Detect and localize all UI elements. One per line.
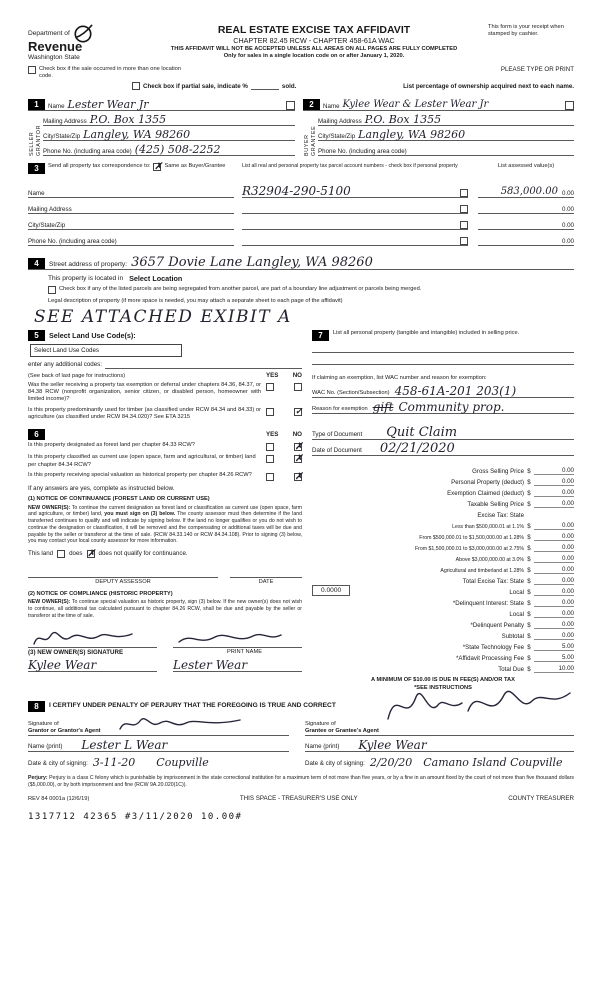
seller-phone-label: Phone No. (including area code) <box>43 147 132 155</box>
total-excise-state-label: Total Excise Tax: State <box>462 577 524 585</box>
buyer-mailing-value[interactable]: P.O. Box 1355 <box>364 113 442 127</box>
additional-codes-field[interactable] <box>105 362 302 369</box>
seller-section <box>28 95 301 156</box>
seller-role-line2: GRANTOR <box>36 125 42 157</box>
assessed-value-1: 0.00 <box>561 189 574 197</box>
section-4 <box>28 253 574 325</box>
see-instructions-note: *SEE INSTRUCTIONS <box>414 684 472 691</box>
buyer-city-value[interactable]: Langley, WA 98260 <box>358 128 466 142</box>
multi-location-label: Check box if the sale occurred in more than one location code. <box>39 66 181 80</box>
partial-sale-percent-field[interactable] <box>251 83 279 90</box>
type-of-document-value[interactable]: Quit Claim <box>386 424 458 440</box>
same-as-buyer-label: Same as Buyer/Grantee <box>164 163 226 170</box>
grantor-print-name-label: Name (print) <box>28 743 63 751</box>
personal-property-line-2[interactable] <box>312 353 574 365</box>
certify-statement: I CERTIFY UNDER PENALTY OF PERJURY THAT THE FOREGOING IS TRUE AND CORRECT <box>49 702 336 710</box>
does-label: does <box>69 550 83 558</box>
section6-q3-no-checkbox[interactable]: ✗ <box>295 471 303 482</box>
buyer-role-line2: GRANTEE <box>311 126 317 157</box>
section6-q1-yes-checkbox[interactable] <box>266 443 274 451</box>
land-does-qualify-checkbox[interactable] <box>57 550 65 558</box>
tier1-label: Less than $500,000.01 at 1.1% <box>452 523 524 530</box>
street-address-label: Street address of property: <box>49 261 128 269</box>
land-use-title: Select Land Use Code(s): <box>49 330 136 340</box>
wac-number-value[interactable]: 458-61A-201 203(1) <box>394 383 517 398</box>
parties-row <box>28 95 574 156</box>
seller-mailing-label: Mailing Address <box>43 117 87 125</box>
agency-block <box>28 24 144 62</box>
grantee-date-value[interactable]: 2/20/20 <box>369 755 413 769</box>
assessed-value-2: 0.00 <box>561 205 574 213</box>
county-treasurer-label: COUNTY TREASURER <box>508 795 574 803</box>
notice-continuance-title: (1) NOTICE OF CONTINUANCE (FOREST LAND OR CURRENT USE) <box>28 496 210 503</box>
grantor-date-city-label: Date & city of signing: <box>28 760 88 768</box>
state-technology-fee-label: *State Technology Fee <box>462 643 524 651</box>
buyer-ownership-pct-box[interactable] <box>565 101 574 110</box>
subtotal-value: 0.00 <box>534 632 574 640</box>
state-technology-fee-value: 5.00 <box>534 643 574 651</box>
section-8 <box>28 701 574 768</box>
personal-property-deduct-value: 0.00 <box>534 478 574 486</box>
section-7 <box>312 330 574 414</box>
footer-row <box>28 795 574 803</box>
parcel-column <box>242 163 468 246</box>
correspondence-city-label: City/State/Zip <box>28 221 66 229</box>
grantee-date-city-label: Date & city of signing: <box>305 760 365 768</box>
washington-state-label: Washington State <box>28 54 80 61</box>
grantor-signature[interactable] <box>116 715 246 735</box>
assessed-value-column <box>478 163 574 246</box>
buyer-role-label <box>303 111 318 156</box>
partial-sale-checkbox[interactable] <box>132 82 140 90</box>
seller-mailing-value[interactable]: P.O. Box 1355 <box>89 113 167 127</box>
parcel-number-value-1[interactable]: R32904-290-5100 <box>242 184 351 199</box>
delinquent-interest-local-value: 0.00 <box>534 610 574 618</box>
gross-selling-price-label: Gross Selling Price <box>472 467 524 475</box>
ownership-percentage-note: List percentage of ownership acquired next to each name. <box>403 82 574 90</box>
section5-q1-yes-checkbox[interactable] <box>266 383 274 391</box>
total-due-label: Total Due <box>498 665 524 673</box>
left-column <box>28 330 302 673</box>
assessed-values-header: List assessed value(s) <box>497 163 555 170</box>
section5-q2-yes-checkbox[interactable] <box>266 408 274 416</box>
right-column <box>312 330 574 692</box>
perjury-notice <box>28 775 574 789</box>
please-type-or-print-label: PLEASE TYPE OR PRINT <box>500 66 574 74</box>
delinquent-penalty-value: 0.00 <box>534 621 574 629</box>
section6-q2-yes-checkbox[interactable] <box>266 455 274 463</box>
section5-q2-no-checkbox[interactable]: ✓ <box>295 407 303 418</box>
section-3 <box>28 163 574 246</box>
assessed-value-hw-1[interactable]: 583,000.00 <box>500 186 558 198</box>
section6-yes-header: YES <box>266 431 279 439</box>
personal-property-title: List all personal property (tangible and intangible) included in selling price. <box>333 329 520 336</box>
grantor-signature-label-1: Signature of <box>28 721 59 728</box>
date-of-document-value[interactable]: 02/21/2020 <box>379 440 455 456</box>
legal-description-value[interactable]: SEE ATTACHED EXIBIT A <box>34 306 292 327</box>
section-4-number: 4 <box>28 258 45 269</box>
seller-role-line1: SELLER <box>29 132 35 157</box>
buyer-section <box>301 95 574 156</box>
assessed-value-3: 0.00 <box>561 221 574 229</box>
deputy-assessor-date-field[interactable] <box>230 572 302 578</box>
affidavit-processing-fee-label: *Affidavit Processing Fee <box>456 654 524 662</box>
see-back-label: (See back of last page for instructions) <box>28 372 126 379</box>
taxable-selling-price-value: 0.00 <box>534 500 574 508</box>
exemption-intro: If claiming an exemption, list WAC number and reason for exemption: <box>312 374 487 381</box>
local-tax-value: 0.00 <box>534 588 574 596</box>
segregated-parcels-checkbox[interactable] <box>48 286 56 294</box>
subtotal-label: Subtotal <box>501 632 524 640</box>
exemption-reason-label: Reason for exemption <box>312 405 368 412</box>
form-only-line: Only for sales in a single location code on or after January 1, 2020. <box>223 53 405 60</box>
send-correspondence-label: Send all property tax correspondence to: <box>48 163 151 170</box>
grantee-city-value[interactable]: Camano Island Coupville <box>423 755 563 769</box>
street-address-value[interactable]: 3657 Dovie Lane Langley, WA 98260 <box>131 255 373 271</box>
form-title: REAL ESTATE EXCISE TAX AFFIDAVIT <box>217 24 411 36</box>
section6-q1-label: Is this property designated as forest land per chapter 84.33 RCW? <box>28 442 195 449</box>
print-name-right-value[interactable]: Lester Wear <box>173 658 248 673</box>
correspondence-mailing-label: Mailing Address <box>28 205 72 213</box>
additional-codes-label: enter any additional codes: <box>28 361 102 369</box>
section-6 <box>28 429 302 672</box>
notice-compliance-title: (2) NOTICE OF COMPLIANCE (HISTORIC PROPERTY) <box>28 591 173 598</box>
affidavit-processing-fee-value: 5.00 <box>534 654 574 662</box>
correspondence-column <box>28 163 234 246</box>
seller-ownership-pct-box[interactable] <box>286 101 295 110</box>
subheader-row-2 <box>28 82 574 90</box>
this-land-label: This land <box>28 550 54 558</box>
buyer-role-line1: BUYER <box>304 134 310 157</box>
personal-property-checkbox-3[interactable] <box>460 221 468 229</box>
section6-q1-no-checkbox[interactable]: ✗ <box>295 442 303 453</box>
personal-property-deduct-label: Personal Property (deduct) <box>451 478 524 486</box>
form-chapter: CHAPTER 82.45 RCW - CHAPTER 458-61A WAC <box>233 36 395 45</box>
seller-city-value[interactable]: Langley, WA 98260 <box>83 128 191 142</box>
print-name-label: PRINT NAME <box>227 648 262 655</box>
department-of-label: Department of <box>28 29 70 37</box>
section-6-number: 6 <box>28 429 45 440</box>
receipt-note: This form is your receipt when stamped by cashier. <box>488 24 564 38</box>
section5-no-header: NO <box>292 372 302 380</box>
if-yes-instruction: If any answers are yes, complete as instructed below. <box>28 484 175 492</box>
does-not-qualify-label: does not qualify for continuance. <box>98 550 188 558</box>
personal-property-checkbox-1[interactable] <box>460 189 468 197</box>
grantor-city-value[interactable]: Coupville <box>156 755 209 769</box>
seller-city-label: City/State/Zip <box>43 132 81 140</box>
legal-description-label: Legal description of property (if more space is needed, you may attach a separate sheet to each page of the affidavit) <box>48 298 343 305</box>
section-5 <box>28 330 302 422</box>
same-as-buyer-checkbox[interactable]: ✗ <box>154 162 162 173</box>
agricultural-timberland-value: 0.00 <box>534 566 574 574</box>
deputy-assessor-signature-field[interactable] <box>28 572 218 578</box>
seller-name-label: Name <box>48 102 65 110</box>
excise-tax-state-header: Excise Tax: State <box>477 511 524 519</box>
parcel-numbers-header: List all real and personal property tax parcel account numbers - check box if personal property <box>242 163 458 170</box>
grantor-date-value[interactable]: 3-11-20 <box>92 755 136 769</box>
section5-yes-header: YES <box>266 372 279 380</box>
tier2-value: 0.00 <box>534 533 574 541</box>
personal-property-checkbox-4[interactable] <box>460 237 468 245</box>
revenue-label: Revenue <box>28 39 83 54</box>
print-name-left-value[interactable]: Kylee Wear <box>28 658 97 673</box>
section6-q3-yes-checkbox[interactable] <box>266 473 274 481</box>
deputy-assessor-label: DEPUTY ASSESSOR <box>95 579 151 586</box>
taxable-selling-price-label: Taxable Selling Price <box>467 500 524 508</box>
deputy-date-label: DATE <box>258 579 274 586</box>
tier4-label: Above $3,000,000.00 at 3.0% <box>455 556 524 563</box>
personal-property-line-1[interactable] <box>312 341 574 353</box>
grantor-signing-block <box>28 717 301 768</box>
grantee-print-name-label: Name (print) <box>305 743 340 751</box>
local-rate-box: 0.0000 <box>312 585 350 596</box>
local-tax-label: Local <box>509 588 524 596</box>
buyer-mailing-label: Mailing Address <box>318 117 362 125</box>
form-header <box>28 24 574 62</box>
seller-role-label <box>28 111 43 156</box>
exemption-reason-struck-value[interactable]: gift <box>372 399 394 414</box>
total-excise-state-value: 0.00 <box>534 577 574 585</box>
section5-q1-no-checkbox[interactable] <box>294 383 302 391</box>
notice-continuance-body: NEW OWNER(S): To continue the current designation as forest land or classification as current use (open space, farm and agriculture, or timber) land, you must sign on (3) below. The county assessor must then determine if the land transferred continues to qualify and will indicate by signing below. If the land no longer qualifies or you do not wish to continue the designation or classification, it will be removed and the compensating or additional taxes will be due and payable by the seller or transferor at the time of sale. (RCW 84.33.140 or RCW 84.34.108). Prior to signing (3) below, you may contact your local county assessor for more information. <box>28 504 302 545</box>
section-8-number: 8 <box>28 701 45 712</box>
partial-sale-label: Check box if partial sale, indicate % <box>143 82 248 90</box>
affidavit-page <box>28 24 574 822</box>
property-located-label: This property is located in <box>48 275 124 283</box>
grantee-signature-label-1: Signature of <box>305 721 336 728</box>
section6-q2-label: Is this property classified as current use (open space, farm and agricultural, or timber) land per chapter 84.34 RCW? <box>28 454 256 468</box>
section6-q3-label: Is this property receiving special valuation as historical property per chapter 84.26 RCW? <box>28 471 252 478</box>
grantee-signature-label-2: Grantee or Grantee's Agent <box>305 728 379 735</box>
section-3-number: 3 <box>28 163 45 174</box>
total-due-value: 10.00 <box>534 665 574 673</box>
delinquent-interest-state-label: *Delinquent Interest: State <box>452 599 524 607</box>
grantee-print-name-value[interactable]: Kylee Wear <box>358 737 427 752</box>
subheader-row-1 <box>28 66 574 80</box>
section5-q1-label: Was the seller receiving a property tax exemption or deferral under chapters 84.36, 84.37, or 84.38 RCW (nonprofit organization, senior citizen, or disabled person, homeowner with limited income)? <box>28 381 261 403</box>
segregated-parcels-label: Check box if any of the listed parcels are being segregated from another parcel, are part of a boundary line adjustment or parcels being merged. <box>59 286 422 293</box>
perjury-text: Perjury is a class C felony which is punishable by imprisonment in the state correctional institution for a maximum term of not more than five years, or by a fine in an amount fixed by the court of not more than five thousand dollars ($5,000.00), or by both imprisonment and fine (RCW 9A.20.020(1C)). <box>28 774 574 788</box>
type-of-document-label: Type of Document <box>312 430 363 438</box>
section-1-number: 1 <box>28 99 45 110</box>
section-2-number: 2 <box>303 99 320 110</box>
form-warning: THIS AFFIDAVIT WILL NOT BE ACCEPTED UNLESS ALL AREAS ON ALL PAGES ARE FULLY COMPLETED <box>170 46 458 52</box>
minimum-due-note: A MINIMUM OF $10.00 IS DUE IN FEE(S) AND/OR TAX <box>371 676 515 683</box>
buyer-name-label: Name <box>323 102 340 110</box>
personal-property-checkbox-2[interactable] <box>460 205 468 213</box>
property-location-select[interactable]: Select Location <box>129 274 183 284</box>
delinquent-interest-local-label: Local <box>509 610 524 618</box>
section-7-number: 7 <box>312 330 329 341</box>
delinquent-interest-state-value: 0.00 <box>534 599 574 607</box>
wac-number-label: WAC No. (Section/Subsection) <box>312 389 390 396</box>
delinquent-penalty-label: *Delinquent Penalty <box>470 621 524 629</box>
agricultural-timberland-label: Agricultural and timberland at 1.28% <box>440 567 524 574</box>
buyer-city-label: City/State/Zip <box>318 132 356 140</box>
exemption-claimed-value: 0.00 <box>534 489 574 497</box>
tier4-value: 0.00 <box>534 555 574 563</box>
title-block <box>144 24 484 60</box>
cashier-stamp: 1317712 42365 #3/11/2020 10.00# <box>28 812 243 823</box>
tier3-value: 0.00 <box>534 544 574 552</box>
section6-q2-no-checkbox[interactable]: ✗ <box>295 454 303 465</box>
notice-compliance-body: NEW OWNER(S): To continue special valuation as historic property, sign (3) below. If the new owner(s) does not wish to continue, all additional tax calculated pursuant to chapter 84.26 RCW, shall be due and payable by the seller or transferor at the time of sale. <box>28 599 302 619</box>
multi-location-checkbox[interactable] <box>28 66 36 74</box>
seller-phone-value[interactable]: (425) 508-2252 <box>134 143 221 157</box>
assessed-value-4: 0.00 <box>561 237 574 245</box>
main-columns <box>28 330 574 692</box>
section5-q2-label: Is this property predominantly used for timber (as classified under RCW 84.34 and 84.33) or agriculture (as classified under RCW 84.34.020)? See ETA 3215 <box>28 407 261 421</box>
perjury-label: Perjury: <box>28 774 48 781</box>
document-block <box>312 424 574 456</box>
buyer-name-value[interactable]: Kylee Wear & Lester Wear Jr <box>342 99 489 111</box>
section6-no-header: NO <box>292 431 302 439</box>
grantor-signature-label-2: Grantor or Grantor's Agent <box>28 728 101 735</box>
buyer-phone-label: Phone No. (including area code) <box>318 147 407 155</box>
exemption-claimed-label: Exemption Claimed (deduct) <box>447 489 524 497</box>
seller-name-value[interactable]: Lester Wear Jr <box>67 98 149 112</box>
correspondence-phone-label: Phone No. (including area code) <box>28 237 117 245</box>
correspondence-name-label: Name <box>28 189 45 197</box>
partial-sale-sold-label: sold. <box>281 82 297 90</box>
grantee-signature[interactable] <box>378 681 578 729</box>
tier1-value: 0.00 <box>534 522 574 530</box>
gross-selling-price-value: 0.00 <box>534 467 574 475</box>
form-rev-number: REV 84 0001a (12/6/19) <box>28 796 90 803</box>
new-owners-signature-title: (3) NEW OWNER(S) SIGNATURE <box>28 648 124 656</box>
tier2-label: From $500,000.01 to $1,500,000.00 at 1.28% <box>419 534 524 541</box>
section-5-number: 5 <box>28 330 45 341</box>
new-owners-signature-block <box>28 628 302 673</box>
grantor-print-name-value[interactable]: Lester L Wear <box>81 737 168 752</box>
tier3-label: From $1,500,000.01 to $3,000,000.00 at 2.75% <box>414 545 524 552</box>
land-does-not-qualify-checkbox[interactable]: ✗ <box>87 549 96 560</box>
exemption-reason-value[interactable]: Community prop. <box>398 399 505 414</box>
treasurer-space-label: THIS SPACE - TREASURER'S USE ONLY <box>239 795 358 803</box>
date-of-document-label: Date of Document <box>312 446 362 454</box>
land-use-code-select[interactable]: Select Land Use Codes <box>30 344 182 358</box>
tax-computation: Gross Selling Price $ 0.00 Personal Property (deduct) $ 0.00 Exemption Claimed (deduct) $ 0.00 Taxable Selling Price $ 0.00 Excise Tax: State Less than $500,000.01 at 1.1% $ 0.00 From $500,000.01 to $1,500,000.00 at 1.28% $ 0.00 From $1,500,000.01 to $3,000,000.00 at 2.75% $ 0.00 Above $3,000,000.00 at 3.0% $ 0.00 Agricultural and timberland at 1.28% $ 0.00 Total Excise Tax: State $ 0.00 0.0000 Local $ 0.00 *Delinquent Interest: State $ 0.00 Local $ 0.00 *Delinquent Penalty $ 0.00 Subtotal $ 0.00 *State Technology Fee $ 5.00 *Affidavit Processing Fee $ 5.00 Total Due $ 10.00 A MINIMUM OF $10.00 IS DUE IN FEE(S) AND/OR TAX *SEE INSTRUCTIONS <box>312 464 574 692</box>
